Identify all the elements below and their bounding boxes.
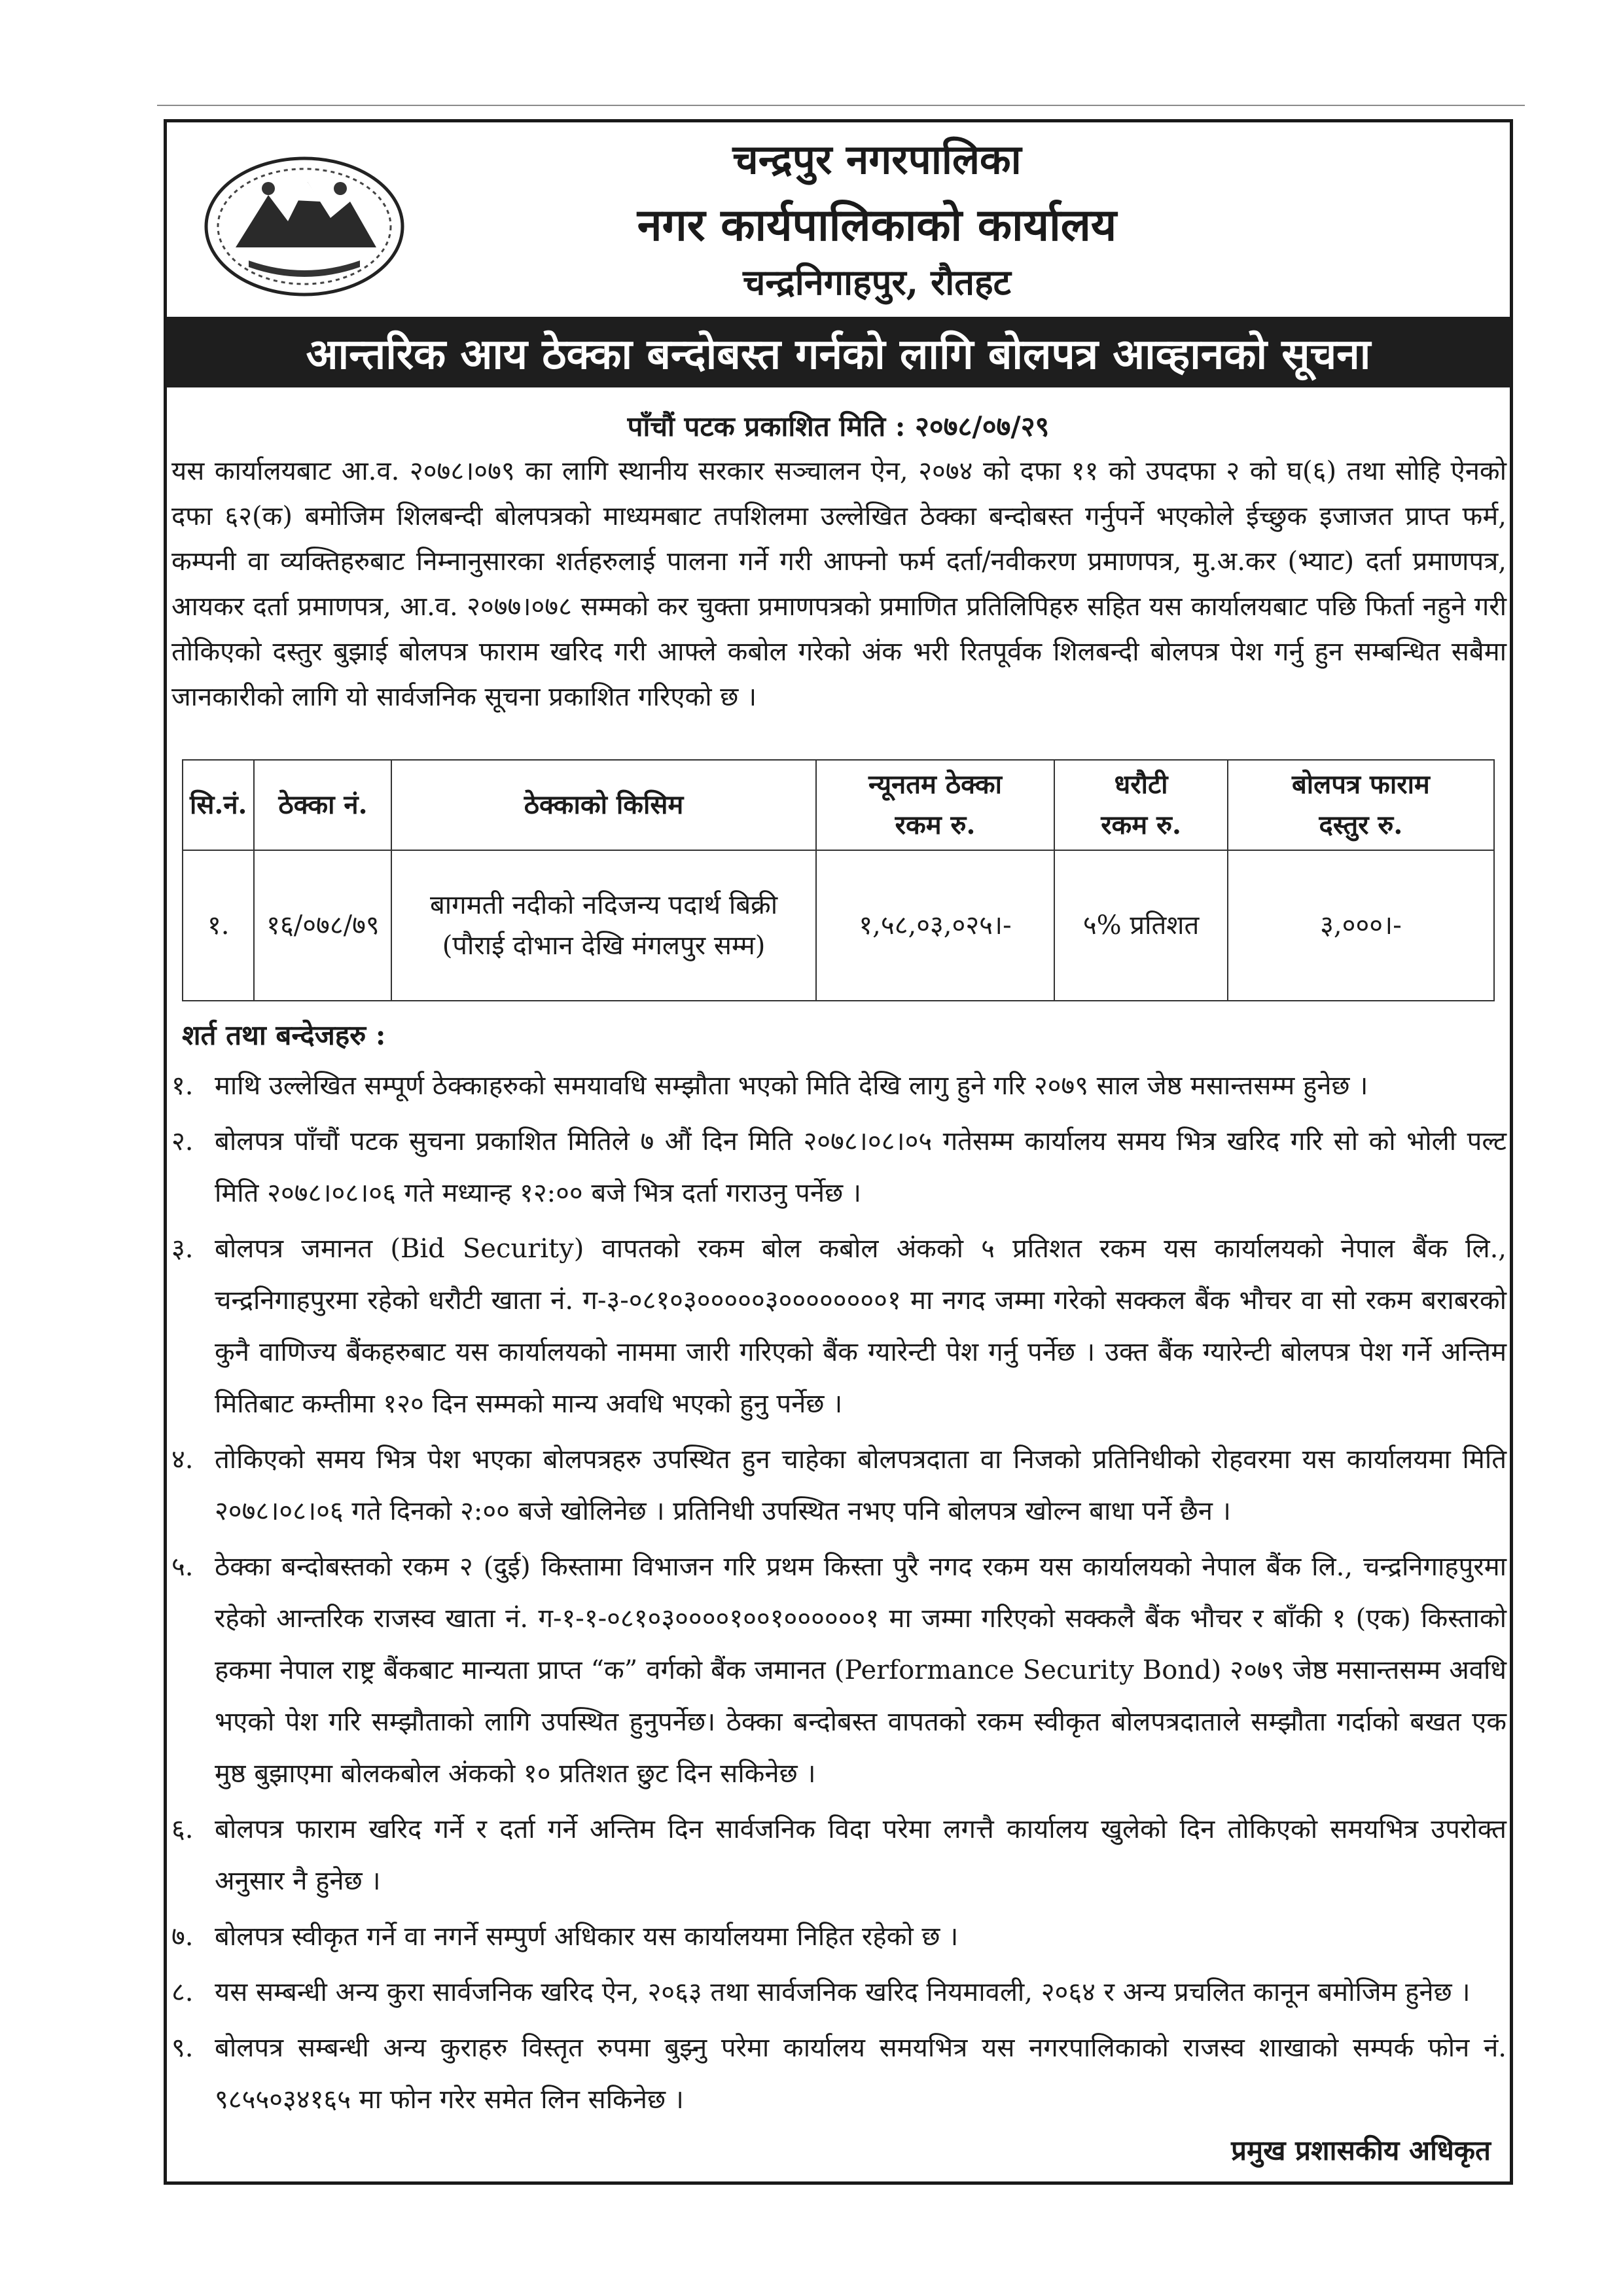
condition-text: माथि उल्लेखित सम्पूर्ण ठेक्काहरुको समयावधि सम्झौता भएको मिति देखि लागु हुने गरि २०७९ साल जेष्ठ मसान्तसम्म हुनेछ । bbox=[215, 1071, 1368, 1101]
tender-table bbox=[182, 759, 1495, 1001]
table-header-row bbox=[183, 760, 1494, 850]
condition-item bbox=[171, 1060, 1507, 1112]
col-header-sn: सि.नं. bbox=[183, 760, 254, 850]
col-header-type: ठेक्काको किसिम bbox=[391, 760, 815, 850]
cell-type-line1: बागमती नदीको नदिजन्य पदार्थ बिक्री bbox=[429, 890, 778, 920]
col-header-min-amount-line2: रकम रु. bbox=[895, 810, 976, 840]
col-header-deposit-line1: धरौटी bbox=[1114, 769, 1168, 800]
condition-item bbox=[171, 2022, 1507, 2126]
condition-text: यस सम्बन्धी अन्य कुरा सार्वजनिक खरिद ऐन, २०६३ तथा सार्वजनिक खरिद नियमावली, २०६४ र अन्य प्रचलित कानून बमोजिम हुनेछ । bbox=[215, 1977, 1471, 2007]
cell-type-line2: (पौराई दोभान देखि मंगलपुर सम्म) bbox=[442, 931, 766, 961]
cell-sn: १. bbox=[183, 850, 254, 1001]
col-header-form-fee bbox=[1228, 760, 1494, 850]
condition-item bbox=[171, 1541, 1507, 1800]
col-header-min-amount-line1: न्यूनतम ठेक्का bbox=[868, 769, 1002, 800]
condition-item bbox=[171, 1804, 1507, 1907]
office-name: नगर कार्यपालिकाको कार्यालय bbox=[637, 199, 1117, 251]
conditions-list bbox=[171, 1060, 1507, 2130]
cell-contract-no: १६/०७८/७९ bbox=[254, 850, 391, 1001]
cell-min-amount: १,५८,०३,०२५।- bbox=[816, 850, 1055, 1001]
condition-number: ४. bbox=[171, 1444, 194, 1475]
municipality-name: चन्द्रपुर नगरपालिका bbox=[732, 135, 1022, 183]
condition-number: ६. bbox=[171, 1814, 194, 1844]
condition-number: ७. bbox=[171, 1922, 194, 1952]
conditions-heading: शर्त तथा बन्देजहरु : bbox=[182, 1019, 386, 1051]
condition-number: ५. bbox=[171, 1552, 194, 1582]
cell-form-fee: ३,०००।- bbox=[1228, 850, 1494, 1001]
condition-text: बोलपत्र पाँचौं पटक सुचना प्रकाशित मितिले ७ औं दिन मिति २०७८।०८।०५ गतेसम्म कार्यालय समय भित्र खरिद गरि सो को भोली पल्ट मिति २०७८।०८।०६ गते मध्यान्ह १२:०० बजे भित्र दर्ता गराउनु पर्नेछ । bbox=[215, 1126, 1507, 1208]
notice-title-banner bbox=[166, 317, 1510, 387]
condition-number: २. bbox=[171, 1126, 194, 1157]
condition-item bbox=[171, 1223, 1507, 1430]
condition-text: बोलपत्र सम्बन्धी अन्य कुराहरु विस्तृत रुपमा बुझ्नु परेमा कार्यालय समयभित्र यस नगरपालिकाको राजस्व शाखाको सम्पर्क फोन नं. ९८५५०३४१६५ मा फोन गरेर समेत लिन सकिनेछ । bbox=[215, 2033, 1507, 2115]
col-header-contract-no: ठेक्का नं. bbox=[254, 760, 391, 850]
top-rule bbox=[157, 105, 1525, 106]
cell-type bbox=[391, 850, 815, 1001]
publish-date: पाँचौं पटक प्रकाशित मिति : २०७८/०७/२९ bbox=[627, 410, 1050, 442]
office-address: चन्द्रनिगाहपुर, रौतहट bbox=[743, 261, 1011, 303]
col-header-min-amount bbox=[816, 760, 1055, 850]
condition-number: ३. bbox=[171, 1234, 194, 1264]
col-header-deposit bbox=[1054, 760, 1228, 850]
signatory-title: प्रमुख प्रशासकीय अधिकृत bbox=[1231, 2134, 1491, 2166]
condition-text: तोकिएको समय भित्र पेश भएका बोलपत्रहरु उपस्थित हुन चाहेका बोलपत्रदाता वा निजको प्रतिनिधीको रोहवरमा यस कार्यालयमा मिति २०७८।०८।०६ गते दिनको २:०० बजे खोलिनेछ । प्रतिनिधी उपस्थित नभए पनि बोलपत्र खोल्न बाधा पर्ने छैन । bbox=[215, 1444, 1507, 1526]
condition-text: बोलपत्र स्वीकृत गर्ने वा नगर्ने सम्पुर्ण अधिकार यस कार्यालयमा निहित रहेको छ । bbox=[215, 1922, 959, 1952]
notice-title: आन्तरिक आय ठेक्का बन्दोबस्त गर्नको लागि बोलपत्र आव्हानको सूचना bbox=[306, 329, 1371, 379]
intro-paragraph: यस कार्यालयबाट आ.व. २०७८।०७९ का लागि स्थानीय सरकार सञ्चालन ऐन, २०७४ को दफा ११ को उपदफा २ को घ(६) तथा सोहि ऐनको दफा ६२(क) बमोजिम शिलबन्दी बोलपत्रको माध्यमबाट तपशिलमा उल्लेखित ठेक्का बन्दोबस्त गर्नुपर्ने भएकोले ईच्छुक इजाजत प्राप्त फर्म, कम्पनी वा व्यक्तिहरुबाट निम्नानुसारका शर्तहरुलाई पालना गर्ने गरी आफ्नो फर्म दर्ता/नवीकरण प्रमाणपत्र, मु.अ.कर (भ्याट) दर्ता प्रमाणपत्र, आयकर दर्ता प्रमाणपत्र, आ.व. २०७७।०७८ सम्मको कर चुक्ता प्रमाणपत्रको प्रमाणित प्रतिलिपिहरु सहित यस कार्यालयबाट पछि फिर्ता नहुने गरी तोकिएको दस्तुर बुझाई बोलपत्र फाराम खरिद गरी आफ्ले कबोल गरेको अंक भरी रितपूर्वक शिलबन्दी बोलपत्र पेश गर्नु हुन सम्बन्धित सबैमा जानकारीको लागि यो सार्वजनिक सूचना प्रकाशित गरिएको छ । bbox=[171, 456, 1507, 712]
col-header-form-fee-line2: दस्तुर रु. bbox=[1319, 810, 1403, 840]
condition-item bbox=[171, 1116, 1507, 1219]
condition-number: ८. bbox=[171, 1977, 194, 2007]
condition-text: बोलपत्र फाराम खरिद गर्ने र दर्ता गर्ने अन्तिम दिन सार्वजनिक विदा परेमा लगत्तै कार्यालय खुलेको दिन तोकिएको समयभित्र उपरोक्त अनुसार नै हुनेछ । bbox=[215, 1814, 1507, 1896]
col-header-deposit-line2: रकम रु. bbox=[1101, 810, 1181, 840]
condition-item bbox=[171, 1434, 1507, 1537]
col-header-form-fee-line1: बोलपत्र फाराम bbox=[1291, 769, 1430, 800]
cell-deposit: ५% प्रतिशत bbox=[1054, 850, 1228, 1001]
condition-text: ठेक्का बन्दोबस्तको रकम २ (दुई) किस्तामा विभाजन गरि प्रथम किस्ता पुरै नगद रकम यस कार्यालयको नेपाल बैंक लि., चन्द्रनिगाहपुरमा रहेको आन्तरिक राजस्व खाता नं. ग-१-१-०८१०३००००१००१००००००१ मा जम्मा गरिएको सक्कलै बैंक भौचर र बाँकी १ (एक) किस्ताको हकमा नेपाल राष्ट्र बैंकबाट मान्यता प्राप्त “क” वर्गको बैंक जमानत (Performance Security Bond) २०७९ जेष्ठ मसान्तसम्म अवधि भएको पेश गरि सम्झौताको लागि उपस्थित हुनुपर्नेछ। ठेक्का बन्दोबस्त वापतको रकम स्वीकृत बोलपत्रदाताले सम्झौता गर्दाको बखत एक मुष्ठ बुझाएमा बोलकबोल अंकको १० प्रतिशत छुट दिन सकिनेछ । bbox=[215, 1552, 1507, 1789]
condition-number: १. bbox=[171, 1071, 194, 1101]
condition-item bbox=[171, 1967, 1507, 2018]
condition-item bbox=[171, 1911, 1507, 1963]
government-emblem-icon bbox=[196, 149, 412, 300]
condition-text: बोलपत्र जमानत (Bid Security) वापतको रकम बोल कबोल अंकको ५ प्रतिशत रकम यस कार्यालयको नेपाल बैंक लि., चन्द्रनिगाहपुरमा रहेको धरौटी खाता नं. ग-३-०८१०३०००००३००००००००१ मा नगद जम्मा गरेको सक्कल बैंक भौचर वा सो रकम बराबरको कुनै वाणिज्य बैंकहरुबाट यस कार्यालयको नाममा जारी गरिएको बैंक ग्यारेन्टी पेश गर्नु पर्नेछ । उक्त बैंक ग्यारेन्टी बोलपत्र पेश गर्ने अन्तिम मितिबाट कम्तीमा १२० दिन सम्मको मान्य अवधि भएको हुनु पर्नेछ । bbox=[215, 1234, 1507, 1419]
condition-number: ९. bbox=[171, 2033, 194, 2063]
table-row bbox=[183, 850, 1494, 1001]
